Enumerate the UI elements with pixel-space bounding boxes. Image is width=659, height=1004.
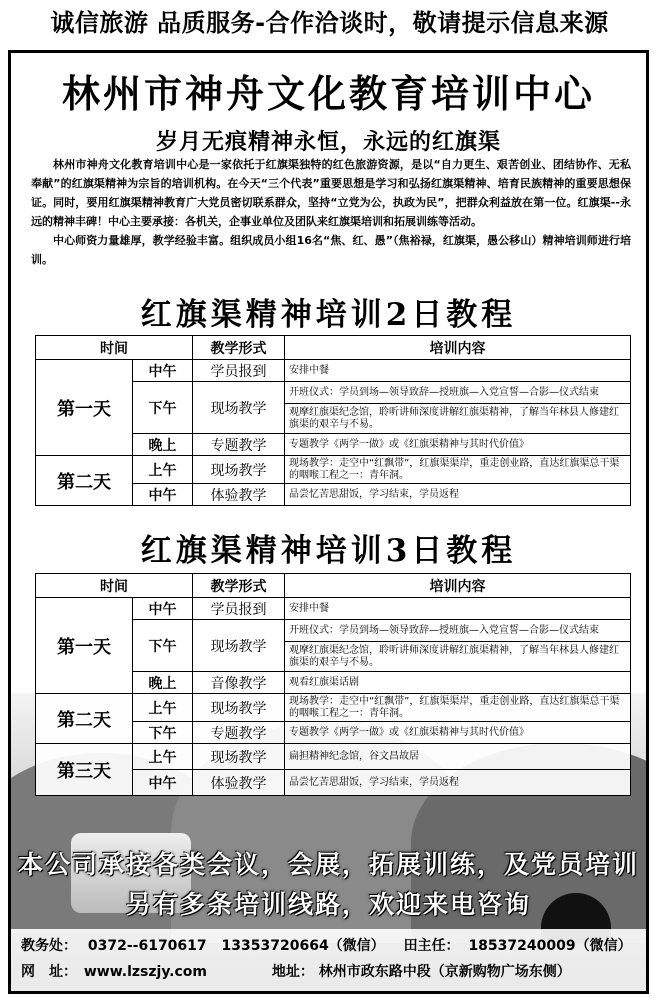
day-label: 第一天: [36, 598, 133, 694]
course2-title: 红旗渠精神培训2日教程: [140, 297, 517, 333]
period: 下午: [133, 620, 193, 672]
header-content: 培训内容: [285, 574, 631, 598]
training-content: 观摩红旗渠纪念馆，聆听讲师深度讲解红旗渠精神，了解当年林县人修建红旗渠的艰辛与不易。: [285, 404, 631, 434]
header-time: 时间: [36, 574, 193, 598]
promo-line-2: 另有多条培训线路，欢迎来电咨询: [125, 890, 531, 919]
intro-paragraph-2: 中心师资力量雄厚，教学经验丰富。组织成员小组16名“焦、红、愚”（焦裕禄，红旗渠，愚公移山）精神培训师进行培训。: [31, 234, 631, 266]
day-label: 第三天: [36, 744, 133, 796]
training-content: 现场教学：走空中“红飘带”，红旗渠渠岸，重走创业路，直达红旗渠总干渠的咽喉工程之一：青年洞。: [285, 456, 631, 484]
intro-paragraph-1: 林州市神舟文化教育培训中心是一家依托于红旗渠独特的红色旅游资源，是以“自力更生、艰苦创业、团结协作、无私奉献”的红旗渠精神为宗旨的培训机构。在今天“三个代表”重要思想是学习和弘扬红旗渠精神、培育民族精神的重要思想保证。同时，要用红旗渠精神教育广大党员密切联系群众，坚持“立党为公，执政为民”，把群众利益放在第一位。红旗渠--永远的精神丰碑！中心主要承接：各机关，企事业单位及团队来红旗渠培训和拓展训练等活动。: [31, 158, 631, 228]
day-label: 第二天: [36, 694, 133, 744]
poster-frame: [8, 50, 649, 994]
training-content: 现场教学：走空中“红飘带”，红旗渠渠岸，重走创业路，直达红旗渠总干渠的咽喉工程之一：青年洞。: [285, 694, 631, 722]
course2-table: [35, 335, 631, 506]
teaching-form: 现场教学: [193, 620, 285, 672]
period: 下午: [133, 382, 193, 434]
training-content: 安排中餐: [285, 360, 631, 382]
teaching-form: 现场教学: [193, 456, 285, 484]
address-text: 林州市政东路中段（京新购物广场东侧）: [318, 964, 571, 980]
contact-line-1: [21, 935, 641, 955]
teaching-form: 现场教学: [193, 694, 285, 722]
office-label: 教务处：: [21, 938, 77, 954]
teaching-form: 体验教学: [193, 484, 285, 506]
training-content: 专题教学《两学一做》或《红旗渠精神与其时代价值》: [285, 722, 631, 744]
manager-phone[interactable]: 18537240009（微信）: [468, 938, 632, 954]
org-title: 林州市神舟文化教育培训中心: [61, 72, 595, 116]
header-form: 教学形式: [193, 336, 285, 360]
training-content: 开班仪式：学员到场—领导致辞—授班旗—入党宣誓—合影—仪式结束: [285, 382, 631, 404]
teaching-form: 体验教学: [193, 770, 285, 796]
contact-line-2: [21, 961, 641, 981]
period: 上午: [133, 456, 193, 484]
training-content: 品尝忆苦思甜饭，学习结束，学员返程: [285, 484, 631, 506]
training-content: 开班仪式：学员到场—领导致辞—授班旗—入党宣誓—合影—仪式结束: [285, 620, 631, 642]
training-content: 安排中餐: [285, 598, 631, 620]
day-label: 第二天: [36, 456, 133, 506]
course3-table: [35, 573, 631, 796]
period: 晚上: [133, 672, 193, 694]
period: 上午: [133, 744, 193, 770]
period: 中午: [133, 770, 193, 796]
office-phone-2[interactable]: 13353720664（微信）: [221, 938, 385, 954]
header-content: 培训内容: [285, 336, 631, 360]
website-link[interactable]: www.lzszjy.com: [83, 964, 207, 980]
period: 晚上: [133, 434, 193, 456]
teaching-form: 现场教学: [193, 744, 285, 770]
web-label: 网 址：: [21, 964, 77, 980]
training-content: 专题教学《两学一做》或《红旗渠精神与其时代价值》: [285, 434, 631, 456]
teaching-form: 学员报到: [193, 360, 285, 382]
promo-line-1: 本公司承接各类会议，会展，拓展训练，及党员培训: [17, 850, 639, 879]
office-phone-1[interactable]: 0372--6170617: [87, 938, 207, 954]
intro-text: [31, 155, 631, 269]
period: 上午: [133, 694, 193, 722]
top-banner: 诚信旅游 品质服务-合作洽谈时，敬请提示信息来源: [50, 9, 609, 37]
teaching-form: 专题教学: [193, 722, 285, 744]
period: 中午: [133, 360, 193, 382]
header-form: 教学形式: [193, 574, 285, 598]
training-content: 扁担精神纪念馆，谷文昌故居: [285, 744, 631, 770]
org-slogan: 岁月无痕精神永恒，永远的红旗渠: [155, 130, 501, 155]
period: 中午: [133, 598, 193, 620]
teaching-form: 音像教学: [193, 672, 285, 694]
training-content: 观摩红旗渠纪念馆，聆听讲师深度讲解红旗渠精神，了解当年林县人修建红旗渠的艰辛与不易。: [285, 642, 631, 672]
course3-title: 红旗渠精神培训3日教程: [140, 533, 517, 569]
header-time: 时间: [36, 336, 193, 360]
period: 下午: [133, 722, 193, 744]
training-content: 观看红旗渠话剧: [285, 672, 631, 694]
day-label: 第一天: [36, 360, 133, 456]
teaching-form: 学员报到: [193, 598, 285, 620]
training-content: 品尝忆苦思甜饭，学习结束，学员返程: [285, 770, 631, 796]
teaching-form: 现场教学: [193, 382, 285, 434]
address-label: 地址：: [271, 964, 314, 980]
manager-label: 田主任：: [403, 938, 460, 954]
teaching-form: 专题教学: [193, 434, 285, 456]
period: 中午: [133, 484, 193, 506]
